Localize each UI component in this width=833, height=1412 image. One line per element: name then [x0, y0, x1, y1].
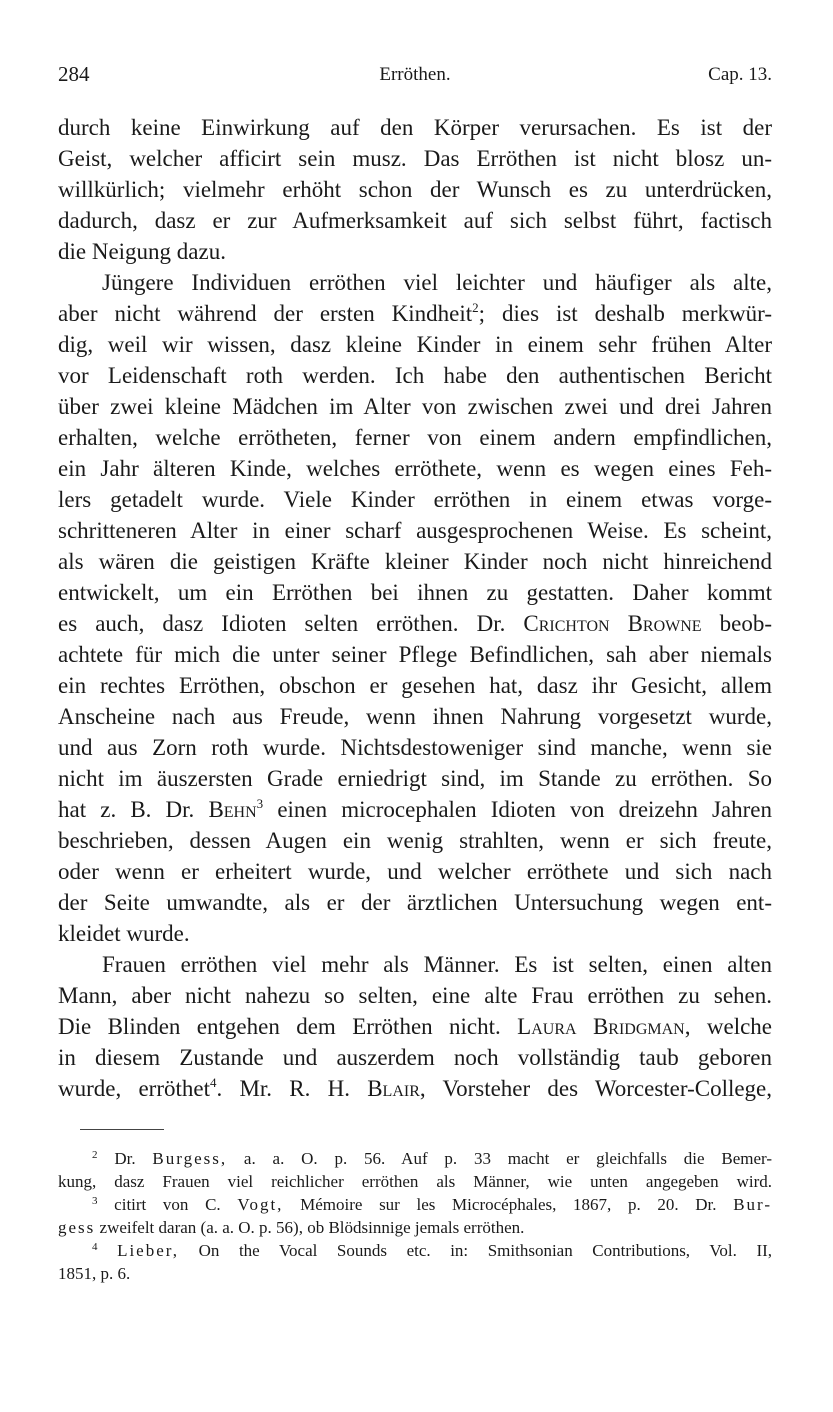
- person-name: Crichton Browne: [523, 611, 702, 636]
- footnote-line: [58, 1147, 772, 1170]
- footnote-line: 1851, p. 6.: [58, 1264, 131, 1283]
- text-line: [58, 608, 772, 639]
- footnote-number: 3: [92, 1195, 98, 1207]
- text-line: ein Jahr älteren Kinde, welches erröthete, wenn es wegen eines Feh-: [58, 456, 772, 481]
- main-text: [58, 112, 772, 1104]
- text-segment: Dr.: [114, 1149, 136, 1168]
- text-segment: hat z. B. Dr.: [58, 797, 195, 822]
- author-name: Bur-: [733, 1195, 773, 1214]
- text-line: [58, 1011, 772, 1042]
- page-number: 284: [58, 62, 90, 86]
- author-name: Vogt,: [237, 1195, 284, 1214]
- text-line: dadurch, dasz er zur Aufmerksamkeit auf sich selbst führt, factisch: [58, 208, 772, 233]
- text-line: schritteneren Alter in einer scharf ausgesprochenen Weise. Es scheint,: [58, 518, 772, 543]
- text-segment: citirt von C.: [114, 1195, 221, 1214]
- text-line: dig, weil wir wissen, dasz kleine Kinder in einem sehr frühen Alter: [58, 332, 772, 357]
- text-segment: Die Blinden entgehen dem Erröthen nicht.: [58, 1014, 501, 1039]
- footnote-number: 4: [92, 1241, 98, 1253]
- person-name: Laura Bridgman,: [517, 1014, 691, 1039]
- text-line: ein rechtes Erröthen, obschon er gesehen hat, dasz ihr Gesicht, allem: [58, 673, 772, 698]
- text-segment: a. a. O. p. 56. Auf p. 33 macht er gleichfalls die Bemer-: [243, 1149, 772, 1168]
- footnote-number: 2: [92, 1149, 98, 1161]
- text-line: durch keine Einwirkung auf den Körper verursachen. Es ist der: [58, 115, 772, 140]
- chapter-label: Cap. 13.: [708, 64, 772, 85]
- text-line: lers getadelt wurde. Viele Kinder erröthen in einem etwas vorge-: [58, 487, 772, 512]
- text-segment: zweifelt daran (a. a. O. p. 56), ob Blödsinnige jemals erröthen.: [99, 1218, 525, 1237]
- footnote-line: [58, 1193, 772, 1216]
- text-line: nicht im äuszersten Grade erniedrigt sind, im Stande zu erröthen. So: [58, 766, 772, 791]
- text-line: Geist, welcher afficirt sein musz. Das Erröthen ist nicht blosz un-: [58, 146, 772, 171]
- author-name: Lieber,: [117, 1241, 180, 1260]
- text-line: in diesem Zustande und auszerdem noch vollständig taub geboren: [58, 1045, 772, 1070]
- person-name: Blair,: [367, 1076, 426, 1101]
- footnote-marker: 3: [256, 796, 264, 811]
- text-line: über zwei kleine Mädchen im Alter von zwischen zwei und drei Jahren: [58, 394, 772, 419]
- footnote-marker: 2: [472, 300, 479, 315]
- text-line: [58, 794, 772, 825]
- text-line: als wären die geistigen Kräfte kleiner Kinder noch nicht hinreichend: [58, 549, 772, 574]
- text-segment: einen microcephalen Idioten von dreizehn Jahren: [277, 797, 773, 822]
- text-line: willkürlich; vielmehr erhöht schon der Wunsch es zu unterdrücken,: [58, 177, 772, 202]
- text-line: [58, 1073, 772, 1104]
- footnote-line: [58, 1239, 772, 1262]
- footnote-line: kung, dasz Frauen viel reichlicher erröthen als Männer, wie unten angegeben wird.: [58, 1172, 772, 1191]
- person-name: Behn: [208, 797, 257, 822]
- footnote-marker: 4: [209, 1075, 217, 1090]
- text-segment: wurde, erröthet: [58, 1076, 210, 1101]
- text-line: Anscheine nach aus Freude, wenn ihnen Nahrung vorgesetzt wurde,: [58, 704, 772, 729]
- footnotes: [58, 1147, 772, 1285]
- text-segment: On the Vocal Sounds etc. in: Smithsonian Contributions, Vol. II,: [198, 1241, 773, 1260]
- text-line: achtete für mich die unter seiner Pflege Befindlichen, sah aber niemals: [58, 642, 772, 667]
- text-line: vor Leidenschaft roth werden. Ich habe den authentischen Bericht: [58, 363, 772, 388]
- text-segment: aber nicht während der ersten Kindheit: [58, 301, 473, 326]
- text-line: Frauen erröthen viel mehr als Männer. Es ist selten, einen alten: [102, 952, 772, 977]
- text-line: erhalten, welche errötheten, ferner von einem andern empfindlichen,: [58, 425, 772, 450]
- text-line: Mann, aber nicht nahezu so selten, eine alte Frau erröthen zu sehen.: [58, 983, 772, 1008]
- footnote-line: [58, 1216, 772, 1239]
- text-line: und aus Zorn roth wurde. Nichtsdestoweniger sind manche, wenn sie: [58, 735, 772, 760]
- text-line: Jüngere Individuen erröthen viel leichter und häufiger als alte,: [102, 270, 772, 295]
- text-line: kleidet wurde.: [58, 921, 190, 946]
- text-line: [58, 298, 772, 329]
- text-line: die Neigung dazu.: [58, 239, 226, 264]
- text-segment: beob-: [719, 611, 773, 636]
- text-line: oder wenn er erheitert wurde, und welcher erröthete und sich nach: [58, 859, 772, 884]
- text-segment: . Mr. R. H.: [216, 1076, 350, 1101]
- text-line: entwickelt, um ein Erröthen bei ihnen zu gestatten. Daher kommt: [58, 580, 772, 605]
- author-name: Burgess,: [152, 1149, 228, 1168]
- text-segment: Vorsteher des Worcester-College,: [442, 1076, 773, 1101]
- footnote-separator: [80, 1129, 164, 1130]
- text-segment: ; dies ist deshalb merkwür-: [478, 301, 773, 326]
- running-title: Erröthen.: [379, 64, 451, 85]
- author-name: gess: [58, 1218, 96, 1237]
- running-header: [58, 60, 772, 94]
- text-line: der Seite umwandte, als er der ärztlichen Untersuchung wegen ent-: [58, 890, 772, 915]
- text-segment: es auch, dasz Idioten selten erröthen. Dr.: [58, 611, 506, 636]
- text-segment: Mémoire sur les Microcéphales, 1867, p. 20. Dr.: [300, 1195, 717, 1214]
- text-line: beschrieben, dessen Augen ein wenig strahlten, wenn er sich freute,: [58, 828, 772, 853]
- text-segment: welche: [706, 1014, 773, 1039]
